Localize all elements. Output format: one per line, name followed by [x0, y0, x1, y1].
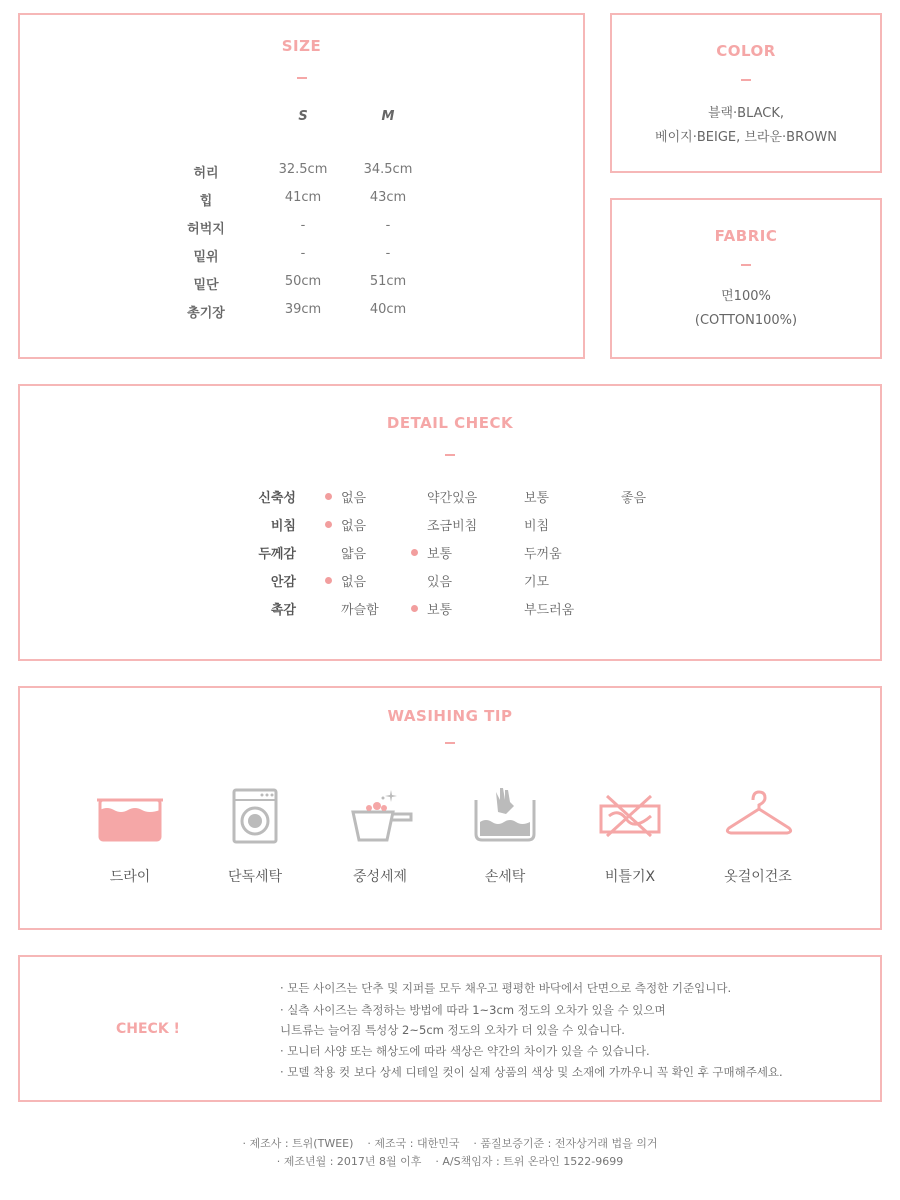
detail-option: 있음 [427, 575, 453, 590]
wash-label-nowring: 비틀기X [604, 869, 656, 885]
fabric-panel [610, 198, 882, 359]
wash-label-handwash: 손세탁 [484, 869, 526, 885]
size-value-s: 39cm [284, 302, 322, 317]
detail-title: DETAIL CHECK [386, 414, 514, 432]
check-title: CHECK ! [116, 1021, 180, 1037]
washing-tip-panel [18, 686, 882, 930]
color-panel [610, 13, 882, 173]
wash-title: WASIHING TIP [387, 707, 513, 725]
wash-label-detergent: 중성세제 [352, 869, 408, 885]
size-panel [18, 13, 585, 359]
selected-dot-icon [325, 521, 332, 528]
size-row [20, 274, 583, 302]
size-value-s: - [300, 246, 306, 261]
size-row [20, 190, 583, 218]
detail-row-label: 안감 [270, 575, 296, 590]
size-row [20, 162, 583, 190]
selected-dot-icon [411, 549, 418, 556]
size-col-m: M [381, 109, 395, 124]
detail-check-panel [18, 384, 882, 661]
detail-option: 보통 [524, 491, 550, 506]
size-value-m: 34.5cm [363, 162, 413, 177]
detail-row-label: 두께감 [258, 547, 296, 562]
footer-line-2: · 제조년월 : 2017년 8월 이후 · A/S책임자 : 트위 온라인 1522-9699 [276, 1155, 624, 1168]
detail-option: 없음 [341, 519, 367, 534]
detail-option: 부드러움 [524, 603, 575, 618]
check-note: · 모델 착용 컷 보다 상세 디테일 컷이 실제 상품의 색상 및 소재에 가까우니 꼭 확인 후 구매해주세요. [280, 1065, 783, 1079]
size-value-m: - [385, 246, 391, 261]
size-value-m: 43cm [369, 190, 407, 205]
size-row-label: 총기장 [187, 306, 225, 321]
detail-option: 기모 [524, 575, 550, 590]
hanger-icon [723, 786, 793, 846]
check-panel [18, 955, 882, 1102]
detail-title-dash [445, 454, 455, 456]
detail-option: 비침 [524, 519, 550, 534]
detail-row [20, 543, 880, 571]
check-note: · 모든 사이즈는 단추 및 지퍼를 모두 채우고 평평한 바닥에서 단면으로 측정한 기준입니다. [280, 981, 732, 995]
size-value-m: 40cm [369, 302, 407, 317]
detail-option: 좋음 [621, 491, 647, 506]
selected-dot-icon [325, 577, 332, 584]
size-value-s: 41cm [284, 190, 322, 205]
detail-option: 없음 [341, 491, 367, 506]
footer-line-1: · 제조사 : 트위(TWEE) · 제조국 : 대한민국 · 품질보증기준 : 전자상거래 법을 의거 [242, 1137, 658, 1150]
hand-wash-icon [470, 786, 540, 846]
detail-row [20, 571, 880, 599]
selected-dot-icon [325, 493, 332, 500]
detail-option: 조금비침 [427, 519, 478, 534]
wash-label-dry: 드라이 [109, 869, 151, 885]
wash-item-dry [75, 786, 185, 896]
wash-label-solo: 단독세탁 [227, 869, 283, 885]
detail-option: 까슬함 [341, 603, 379, 618]
washing-machine-icon [220, 786, 290, 846]
wash-item-detergent [325, 786, 435, 896]
wash-item-hanger [703, 786, 813, 896]
size-row-label: 허벅지 [187, 222, 225, 237]
detail-option: 없음 [341, 575, 367, 590]
size-row-label: 허리 [193, 166, 219, 181]
detail-row [20, 487, 880, 515]
fabric-title: FABRIC [714, 227, 778, 245]
color-title: COLOR [716, 42, 776, 60]
size-title: SIZE [281, 37, 322, 55]
wash-item-handwash [450, 786, 560, 896]
selected-dot-icon [411, 605, 418, 612]
check-note: · 실측 사이즈는 측정하는 방법에 따라 1~3cm 정도의 오차가 있을 수 있으며 [280, 1003, 666, 1017]
detail-row [20, 599, 880, 627]
detergent-icon [345, 786, 415, 846]
size-value-s: 32.5cm [278, 162, 328, 177]
color-title-dash [741, 79, 751, 81]
wash-item-solo [200, 786, 310, 896]
size-value-m: 51cm [369, 274, 407, 289]
wash-label-hanger: 옷걸이건조 [724, 869, 792, 885]
fabric-line-2: (COTTON100%) [694, 313, 798, 328]
fabric-title-dash [741, 264, 751, 266]
size-row [20, 218, 583, 246]
detail-option: 얇음 [341, 547, 367, 562]
color-line-1: 블랙·BLACK, [707, 106, 785, 121]
size-row-label: 밑위 [193, 250, 219, 265]
color-line-2: 베이지·BEIGE, 브라운·BROWN [655, 130, 837, 145]
size-title-dash [297, 77, 307, 79]
detail-option: 두꺼움 [524, 547, 562, 562]
size-row-label: 힙 [199, 194, 213, 209]
detail-row [20, 515, 880, 543]
detail-row-label: 비침 [270, 519, 296, 534]
dry-wash-icon [95, 786, 165, 846]
fabric-line-1: 면100% [721, 289, 771, 304]
detail-option: 보통 [427, 603, 453, 618]
detail-option: 약간있음 [427, 491, 478, 506]
size-value-s: - [300, 218, 306, 233]
check-note: 니트류는 늘어짐 특성상 2~5cm 정도의 오차가 더 있을 수 있습니다. [280, 1023, 625, 1037]
size-value-s: 50cm [284, 274, 322, 289]
detail-row-label: 촉감 [270, 603, 296, 618]
detail-option: 보통 [427, 547, 453, 562]
wash-item-nowring [575, 786, 685, 896]
no-wring-icon [595, 786, 665, 846]
size-row-label: 밑단 [193, 278, 219, 293]
size-value-m: - [385, 218, 391, 233]
wash-title-dash [445, 742, 455, 744]
check-note: · 모니터 사양 또는 해상도에 따라 색상은 약간의 차이가 있을 수 있습니다. [280, 1044, 650, 1058]
size-col-s: S [298, 109, 308, 124]
size-row [20, 246, 583, 274]
size-row [20, 302, 583, 330]
detail-row-label: 신축성 [258, 491, 296, 506]
